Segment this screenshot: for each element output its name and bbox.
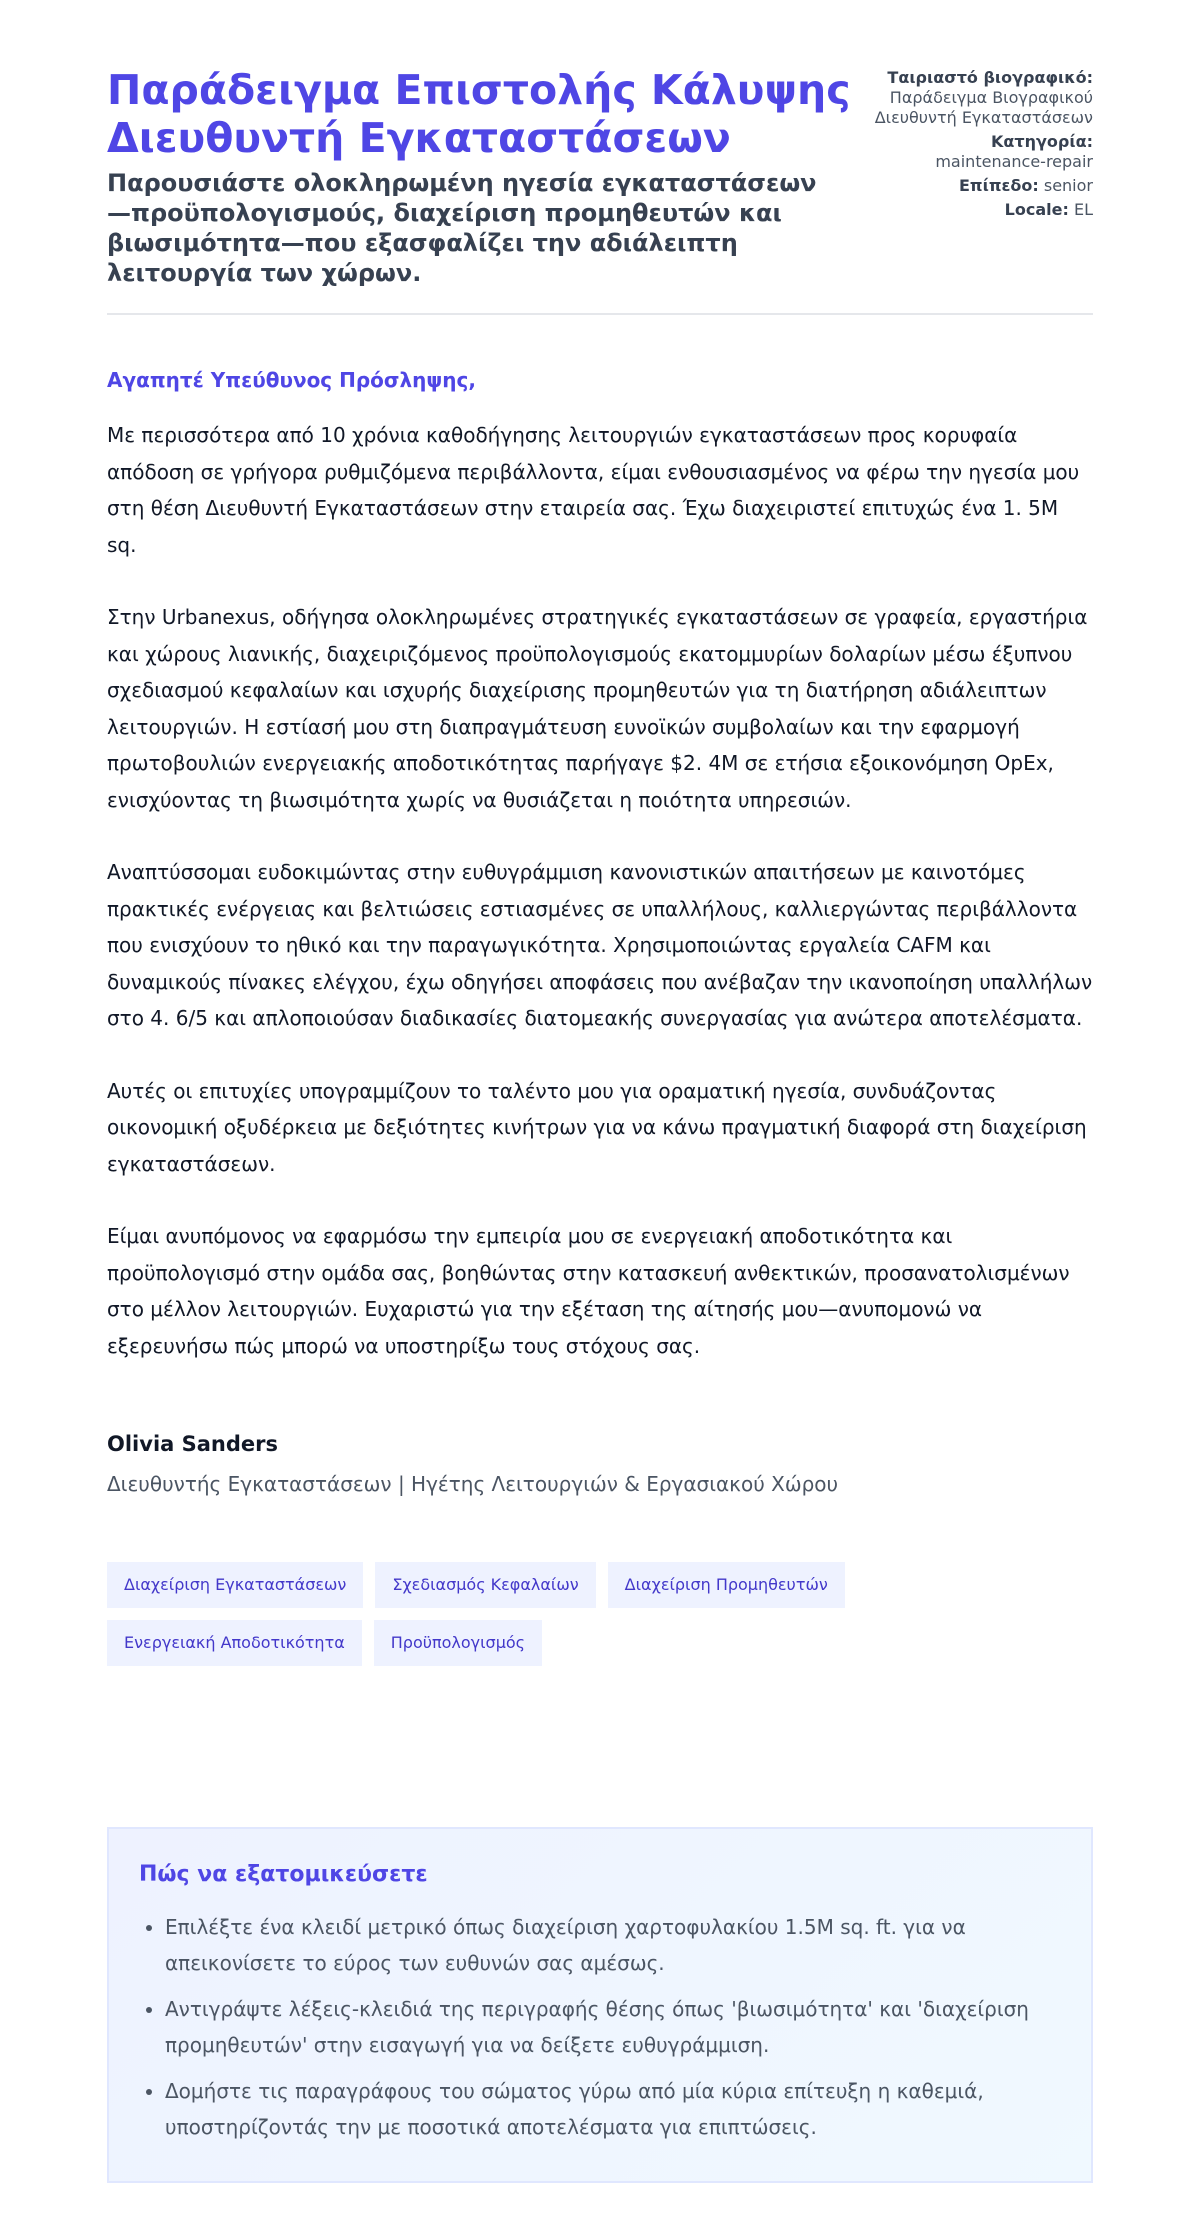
meta-category-label: Κατηγορία: [991,132,1093,151]
letter-paragraph: Αναπτύσσομαι ευδοκιμώντας στην ευθυγράμμιση κανονιστικών απαιτήσεων με καινοτόμες πρακτικές ενέργειας και βελτιώσεις εστιασμένες σε υπαλλήλους, καλλιεργώντας περιβάλλοντα που ενισχύουν το ηθικό και την παραγωγικότητα. Χρησιμοποιώντας εργαλεία CAFM και δυναμικούς πίνακες ελέγχου, έχω οδηγήσει αποφάσεις που ανέβαζαν την ικανοποίηση υπαλλήλων στο 4. 6/5 και απλοποιούσαν διαδικασίες διατομεακής συνεργασίας για ανώτερα αποτελέσματα. [107,860,1093,1030]
letter-paragraph: Αυτές οι επιτυχίες υπογραμμίζουν το ταλέντο μου για οραματική ηγεσία, συνδυάζοντας οικονομική οξυδέρκεια με δεξιότητες κινήτρων για να κάνω πραγματική διαφορά στη διαχείριση εγκαταστάσεων. [107,1078,1087,1176]
meta-category-value: maintenance-repair [935,152,1093,171]
tip-item: • Επιλέξτε ένα κλειδί μετρικό όπως διαχείριση χαρτοφυλακίου 1.5M sq. ft. για να απεικονίσετε το εύρος των ευθυνών σας αμέσως. [165,1909,1061,1981]
meta-resume-value: Παράδειγμα Βιογραφικού Διευθυντή Εγκαταστάσεων [874,88,1093,127]
meta-category [863,132,1093,172]
meta-level [863,176,1093,196]
skill-tag: Σχεδιασμός Κεφαλαίων [375,1562,595,1608]
meta-locale [863,200,1093,220]
skill-tags [107,1562,927,1666]
letter-paragraph: Με περισσότερα από 10 χρόνια καθοδήγησης λειτουργιών εγκαταστάσεων προς κορυφαία απόδοση σε γρήγορα ρυθμιζόμενα περιβάλλοντα, είμαι ενθουσιασμένος να φέρω την ηγεσία μου στη θέση Διευθυντή Εγκαταστάσεων στην εταιρεία σας. Έχω διαχειριστεί επιτυχώς ένα 1. 5M sq. [107,423,1080,557]
meta-level-value: senior [1043,176,1093,195]
letter-paragraph: Στην Urbanexus, οδήγησα ολοκληρωμένες στρατηγικές εγκαταστάσεων σε γραφεία, εργαστήρια και χώρους λιανικής, διαχειριζόμενος προϋπολογισμούς εκατομμυρίων δολαρίων μέσω έξυπνου σχεδιασμού κεφαλαίων και ισχυρής διαχείρισης προμηθευτών για τη διατήρηση αδιάλειπτων λειτουργιών. Η εστίασή μου στη διαπραγμάτευση ευνοϊκών συμβολαίων και την εφαρμογή πρωτοβουλιών ενεργειακής αποδοτικότητας παρήγαγε $2. 4M σε ετήσια εξοικονόμηση OpEx, ενισχύοντας τη βιωσιμότητα χωρίς να θυσιάζεται η ποιότητα υπηρεσιών. [107,605,1088,812]
signature-role: Διευθυντής Εγκαταστάσεων | Ηγέτης Λειτουργιών & Εργασιακού Χώρου [107,1472,839,1496]
skill-tag: Διαχείριση Προμηθευτών [608,1562,845,1608]
skill-tag: Διαχείριση Εγκαταστάσεων [107,1562,363,1608]
letter-greeting: Αγαπητέ Υπεύθυνος Πρόσληψης, [107,368,476,392]
letter-body [107,417,1093,1364]
tips-list [139,1909,1061,2145]
skill-tag: Προϋπολογισμός [374,1620,542,1666]
meta-locale-label: Locale: [1004,200,1069,219]
meta-resume-label: Ταιριαστό βιογραφικό: [887,68,1093,87]
page-header [107,0,1093,315]
skill-tag: Ενεργειακή Αποδοτικότητα [107,1620,362,1666]
meta-level-label: Επίπεδο: [959,176,1039,195]
meta-locale-value: EL [1073,200,1093,219]
tips-title: Πώς να εξατομικεύσετε [139,1862,428,1887]
letter-paragraph: Είμαι ανυπόμονος να εφαρμόσω την εμπειρία μου σε ενεργειακή αποδοτικότητα και προϋπολογισμό στην ομάδα σας, βοηθώντας στην κατασκευή ανθεκτικών, προσανατολισμένων στο μέλλον λειτουργιών. Ευχαριστώ για την εξέταση της αίτησής μου—ανυπομονώ να εξερευνήσω πώς μπορώ να υποστηρίξω τους στόχους σας. [107,1224,1070,1358]
meta-resume [863,68,1093,128]
signature-name: Olivia Sanders [107,1432,278,1456]
meta-panel [863,68,1093,224]
page-title: Παράδειγμα Επιστολής Κάλυψης Διευθυντή Εγκαταστάσεων [107,66,851,162]
customization-tips [107,1827,1093,2183]
tip-item: • Αντιγράψτε λέξεις-κλειδιά της περιγραφής θέσης όπως 'βιωσιμότητα' και 'διαχείριση προμηθευτών' στην εισαγωγή για να δείξετε ευθυγράμμιση. [165,1991,1061,2063]
page-subtitle: Παρουσιάστε ολοκληρωμένη ηγεσία εγκαταστάσεων—προϋπολογισμούς, διαχείριση προμηθευτών και βιωσιμότητα—που εξασφαλίζει την αδιάλειπτη λειτουργία των χώρων. [107,169,817,287]
tip-item: • Δομήστε τις παραγράφους του σώματος γύρω από μία κύρια επίτευξη η καθεμιά, υποστηρίζοντάς την με ποσοτικά αποτελέσματα για επιπτώσεις. [165,2073,1061,2145]
